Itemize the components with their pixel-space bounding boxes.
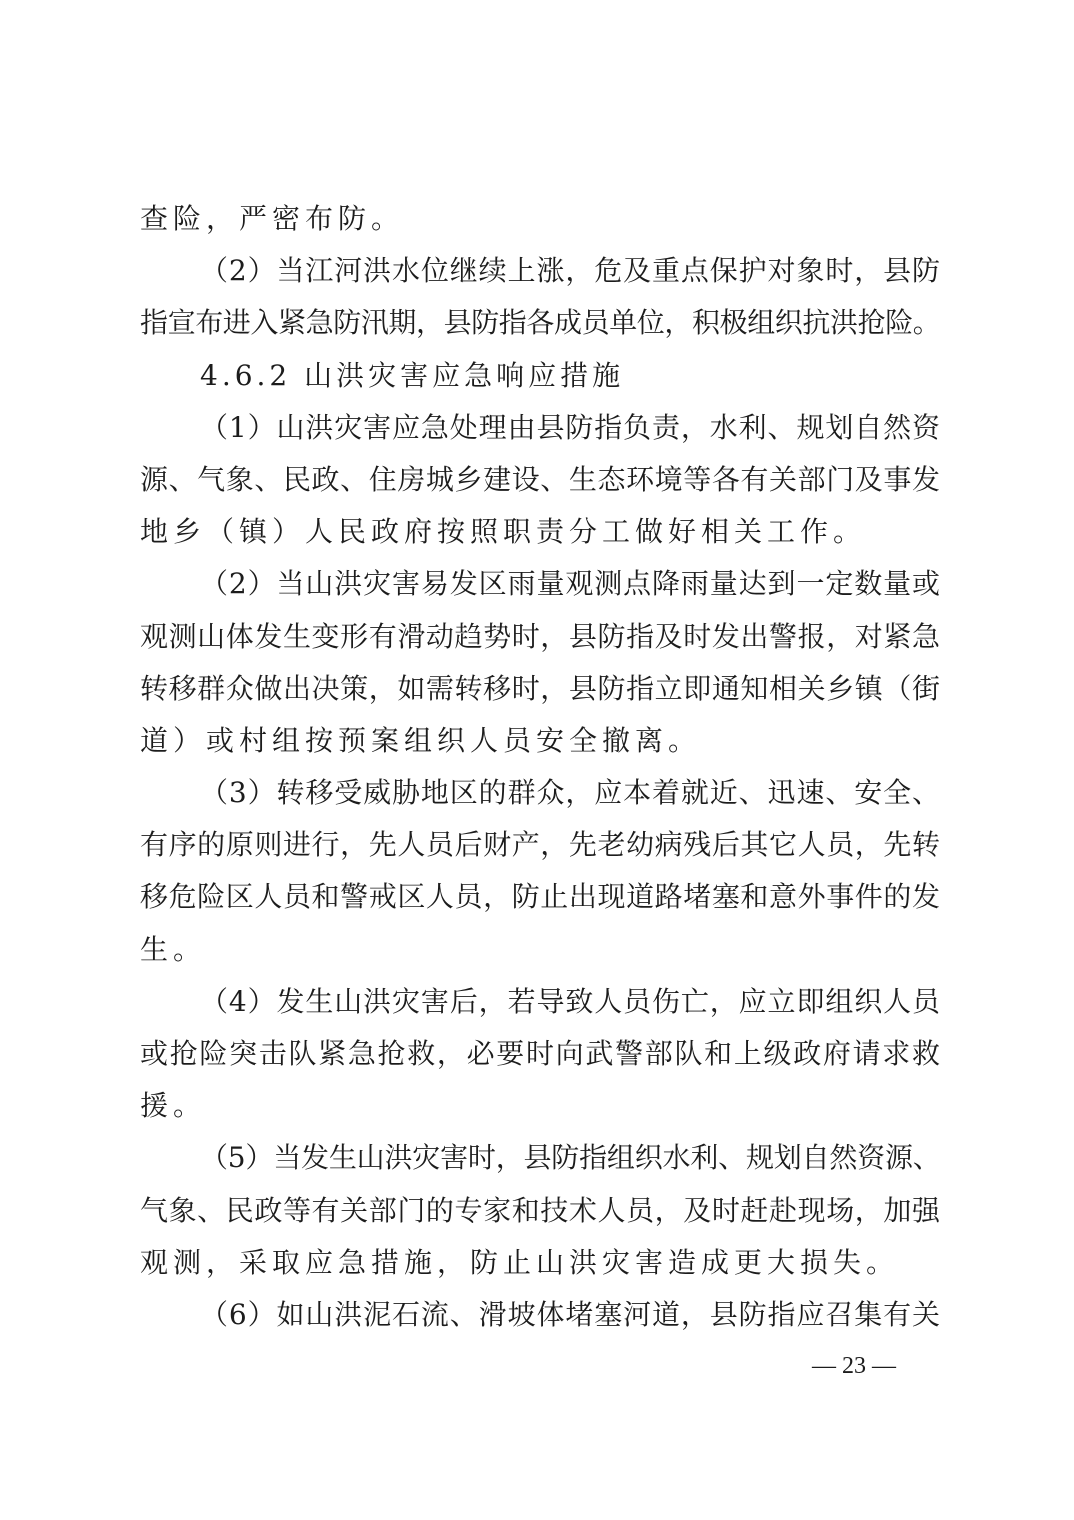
paragraph-line: 观测，采取应急措施，防止山洪灾害造成更大损失。 [140, 1245, 900, 1279]
paragraph-line: （1）山洪灾害应急处理由县防指负责，水利、规划自然资 [200, 410, 940, 444]
section-heading: 4.6.2 山洪灾害应急响应措施 [200, 358, 625, 392]
body-text [140, 193, 940, 1341]
paragraph-line: （4）发生山洪灾害后，若导致人员伤亡，应立即组织人员 [200, 984, 940, 1018]
paragraph-line: 移危险区人员和警戒区人员，防止出现道路堵塞和意外事件的发 [140, 880, 940, 914]
paragraph-line: （5）当发生山洪灾害时，县防指组织水利、规划自然资源、 [200, 1141, 940, 1175]
paragraph-line: 查险，严密布防。 [140, 202, 405, 235]
paragraph-line: 援。 [140, 1089, 207, 1123]
paragraph-line: （6）如山洪泥石流、滑坡体堵塞河道，县防指应召集有关 [200, 1297, 940, 1331]
paragraph-line: 地乡（镇）人民政府按照职责分工做好相关工作。 [140, 515, 867, 549]
paragraph-line: （3）转移受威胁地区的群众，应本着就近、迅速、安全、 [200, 776, 940, 810]
paragraph-line: 转移群众做出决策，如需转移时，县防指立即通知相关乡镇（街 [140, 671, 940, 705]
paragraph-line: 道）或村组按预案组织人员安全撤离。 [140, 723, 702, 757]
paragraph-line: （2）当江河洪水位继续上涨，危及重点保护对象时，县防 [200, 254, 940, 288]
page-number: — 23 — [812, 1353, 896, 1379]
paragraph-line: 观测山体发生变形有滑动趋势时，县防指及时发出警报，对紧急 [140, 619, 940, 653]
paragraph-line: 源、气象、民政、住房城乡建设、生态环境等各有关部门及事发 [140, 462, 940, 496]
paragraph-line: 有序的原则进行，先人员后财产，先老幼病残后其它人员，先转 [140, 828, 940, 862]
paragraph-line: （2）当山洪灾害易发区雨量观测点降雨量达到一定数量或 [200, 567, 940, 601]
paragraph-line: 气象、民政等有关部门的专家和技术人员，及时赶赴现场，加强 [140, 1193, 940, 1227]
paragraph-line: 生。 [140, 932, 207, 966]
paragraph-line: 指宣布进入紧急防汛期，县防指各成员单位，积极组织抗洪抢险。 [140, 306, 940, 340]
paragraph-line: 或抢险突击队紧急抢救，必要时向武警部队和上级政府请求救 [140, 1037, 940, 1070]
